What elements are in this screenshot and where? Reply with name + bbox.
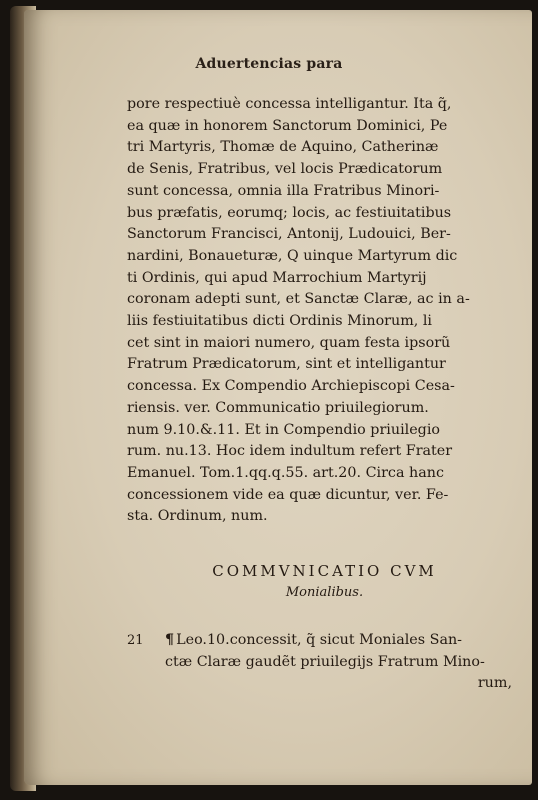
text-line: tri Martyris, Thomæ de Aquino, Catherinæ	[127, 139, 439, 156]
text-line: ti Ordinis, qui apud Marrochium Martyrij	[127, 269, 427, 286]
body-paragraph	[127, 94, 522, 528]
text-line: num 9.10.&.11. Et in Compendio priuilegio	[127, 421, 441, 438]
text-line: ea quæ in honorem Sanctorum Dominici, Pe	[127, 117, 448, 134]
text-line: sta. Ordinum, num.	[127, 508, 268, 525]
text-line: rum. nu.13. Hoc idem indultum refert Frater	[127, 443, 453, 460]
text-line: pore respectiuè concessa intelligantur. Ita q̃,	[127, 96, 452, 112]
section-title: COMMVNICATIO CVM	[212, 562, 437, 580]
text-line: Fratrum Prædicatorum, sint et intelligantur	[127, 356, 446, 373]
section-subtitle: Monialibus.	[285, 585, 364, 600]
text-line: concessa. Ex Compendio Archiepiscopi Cesa-	[127, 378, 455, 395]
text-line: coronam adepti sunt, et Sanctæ Claræ, ac in a-	[127, 291, 470, 308]
text-line: liis festiuitatibus dicti Ordinis Minorum, li	[127, 313, 433, 330]
margin-number: 21	[127, 633, 144, 648]
text-line: sunt concessa, omnia illa Fratribus Minori-	[127, 182, 440, 199]
running-head: Aduertencias para	[195, 56, 343, 72]
text-line: nardini, Bonaueturæ, Q uinque Martyrum dic	[127, 247, 458, 264]
text-line-content: ctæ Claræ gaudẽt priuilegijs Fratrum Mino-	[165, 653, 485, 670]
text-line: Emanuel. Tom.1.qq.q.55. art.20. Circa hanc	[127, 464, 444, 481]
text-line-content: rum,	[477, 675, 512, 692]
text-line	[165, 652, 520, 674]
text-line-content: Leo.10.concessit, q̃ sicut Moniales San-	[176, 632, 463, 648]
text-line	[165, 630, 520, 652]
second-paragraph	[165, 630, 520, 695]
text-line: Sanctorum Francisci, Antonij, Ludouici, Ber-	[127, 226, 451, 243]
text-line: cet sint in maiori numero, quam festa ipsorũ	[127, 334, 451, 351]
text-line	[165, 673, 520, 695]
pilcrow-mark: ¶	[165, 632, 175, 648]
text-line: riensis. ver. Communicatio priuilegiorum.	[127, 399, 429, 416]
text-line: de Senis, Fratribus, vel locis Prædicatorum	[127, 161, 443, 178]
text-line: concessionem vide ea quæ dicuntur, ver. Fe-	[127, 486, 449, 503]
text-line: bus præfatis, eorumq; locis, ac festiuitatibus	[127, 204, 452, 221]
